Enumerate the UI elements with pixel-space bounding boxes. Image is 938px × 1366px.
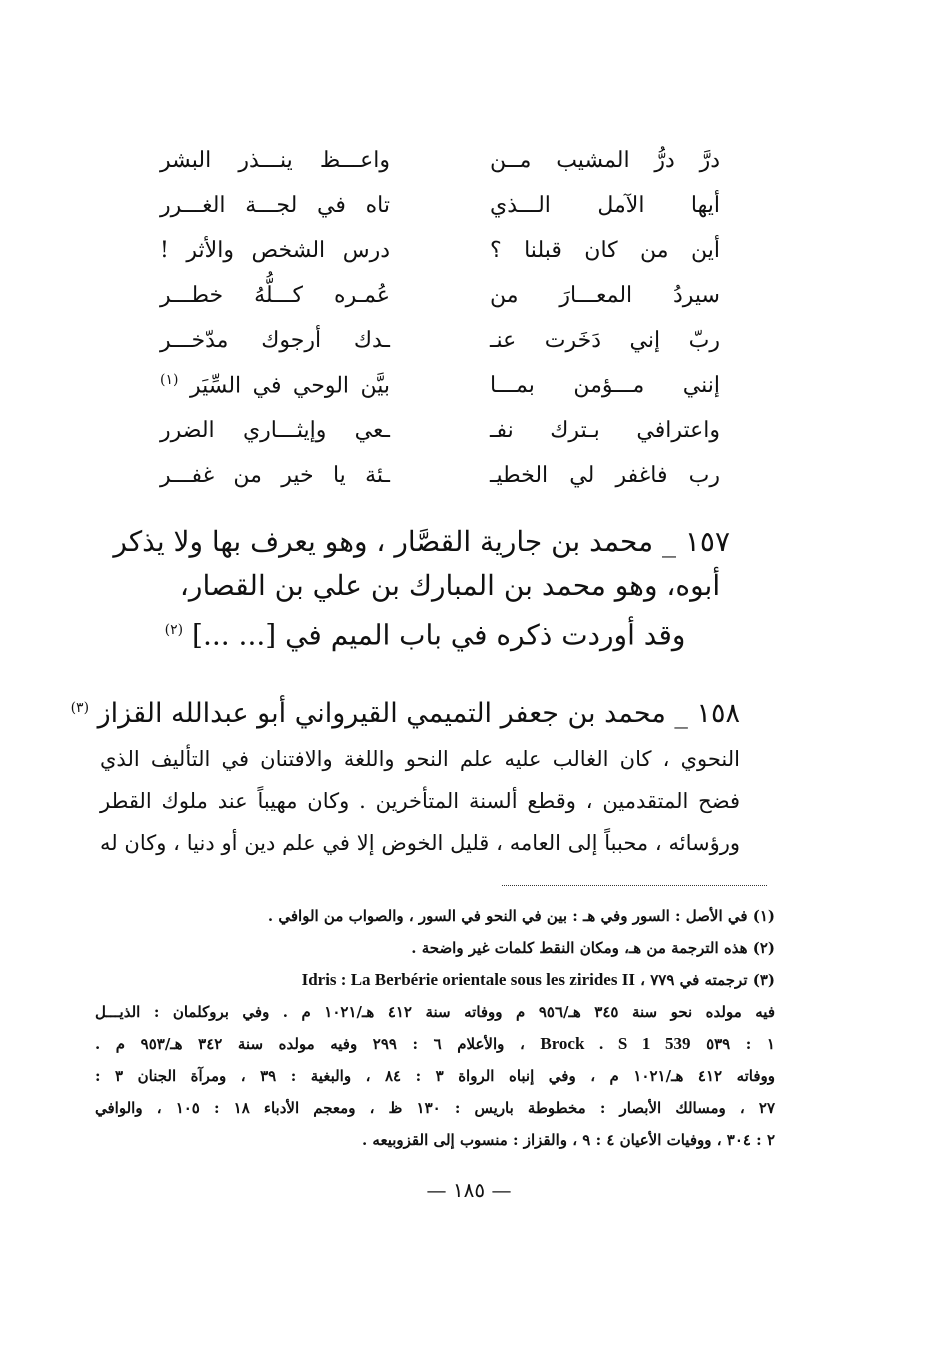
verse-row bbox=[160, 228, 720, 273]
verse-first-hemistich: واعترافي بـترك نفـ bbox=[490, 418, 720, 443]
verse-first-hemistich: درَّ درُّ المشيب مــن bbox=[490, 148, 720, 173]
footnote-3-prefix: (٣) ترجمته في ٧٧٩ ، bbox=[640, 971, 775, 989]
verse-first-hemistich: سيردُ المعـــارَ من bbox=[490, 283, 720, 308]
footnote-3 bbox=[95, 964, 775, 996]
verse-second-hemistich: ـدك أرجوك مدّخـــر bbox=[160, 328, 390, 353]
verse-second-hemistich: ـئة يا خير من غفـــر bbox=[160, 463, 390, 488]
verse-first-hemistich: أيها الآمل الـــذي bbox=[490, 193, 720, 218]
verse-second-hemistich: واعـــظ ينـــذر البشر bbox=[160, 148, 390, 173]
entry-157-heading: ١٥٧ _ محمد بن جارية القصَّار ، وهو يعرف بها ولا يذكر bbox=[113, 525, 730, 558]
verse-row bbox=[160, 453, 720, 498]
verse-second-hemistich bbox=[160, 372, 390, 398]
verse-first-hemistich: ربّ إني دَخَرت عنـ bbox=[490, 328, 720, 353]
verse-second-hemistich: ـعي وإيثـــاري الضرر bbox=[160, 418, 390, 443]
verse-first-hemistich: إنني مـــؤمن بمـــا bbox=[490, 373, 720, 398]
verse-text: بيَّن الوحي في السِّيَر bbox=[189, 373, 390, 399]
verse-row bbox=[160, 318, 720, 363]
verse-row bbox=[160, 138, 720, 183]
entry-157-line: أبوه، وهو محمد بن المبارك بن علي بن القصار، bbox=[179, 569, 721, 602]
verse-first-hemistich: رب فاغفر لي الخطيـ bbox=[490, 463, 720, 488]
footnote-3-line: ووفاته ٤١٢ هـ/١٠٢١ م ، وفي إنباه الرواة ٣ : ٨٤ ، والبغية : ٣٩ ، ومرآة الجنان ٣ : bbox=[95, 1067, 776, 1085]
entry-157-line bbox=[150, 608, 730, 657]
footnote-3-latin-ref: Idris : La Berbérie orientale sous les zirides II bbox=[301, 970, 635, 989]
entry-158-body-line: ورؤسائه ، محبباً إلى العامه ، قليل الخوض إلا في علم دين أو دنيا ، وكان له bbox=[100, 831, 740, 855]
footnote-mark: (٣) bbox=[70, 700, 90, 716]
footnote-3-line: ٢٧ ، ومسالك الأبصار : مخطوطة باريس : ١٣٠ ظ ، ومعجم الأدباء ١٨ : ١٠٥ ، والوافي bbox=[95, 1099, 776, 1117]
verse-first-hemistich: أين من كان قبلنا ؟ bbox=[490, 238, 720, 263]
footnotes bbox=[95, 900, 775, 1156]
entry-157-text: وقد أوردت ذكره في باب الميم في [... ...] bbox=[192, 618, 686, 652]
footnote-mark: (٢) bbox=[164, 622, 184, 638]
footnote-3-text: ، والأعلام ٦ : ٢٩٩ وفيه مولده سنة ٣٤٢ هـ/٩٥٣ م . bbox=[95, 1035, 525, 1053]
entry-157 bbox=[113, 520, 730, 657]
entry-158-title: ١٥٨ _ محمد بن جعفر التميمي القيرواني أبو عبدالله القزاز bbox=[97, 698, 740, 729]
footnote-divider bbox=[502, 885, 767, 886]
poem-verses bbox=[160, 138, 720, 498]
footnote-3-line bbox=[95, 1028, 775, 1060]
verse-second-hemistich: عُمـره كـــلُّهُ خطـــر bbox=[160, 283, 390, 308]
verse-second-hemistich: درس الشخص والأثر ! bbox=[160, 238, 390, 263]
footnote-3-line: ٢ : ٣٠٤ ، ووفيات الأعيان ٤ : ٩ ، والقزاز : منسوب إلى القزوبيعه . bbox=[361, 1131, 775, 1149]
footnote-3-text: ١ : ٥٣٩ bbox=[706, 1035, 775, 1053]
footnote-2: (٢) هذه الترجمة من هـ، ومكان النقط كلمات غير واضحة . bbox=[411, 939, 775, 957]
footnote-mark: (١) bbox=[160, 372, 179, 389]
footnote-3-line: فيه مولده نحو سنة ٣٤٥ هـ/٩٥٦ م ووفاته سنة ٤١٢ هـ/١٠٢١ م . وفي بروكلمان : الذيـــل bbox=[95, 1003, 775, 1021]
entry-158 bbox=[70, 684, 740, 864]
page-number: — ١٨٥ — bbox=[426, 1178, 512, 1202]
verse-row bbox=[160, 408, 720, 453]
verse-row bbox=[160, 363, 720, 408]
footnote-1: (١) في الأصل : السور وفي هـ : بين في النحو في السور ، والصواب من الوافي . bbox=[267, 907, 775, 925]
entry-158-body-line: فضح المتقدمين ، وقطع ألسنة المتأخرين . وكان مهيباً عند ملوك القطر bbox=[100, 789, 740, 813]
footnote-3-latin-ref: Brock . S 1 539 bbox=[540, 1034, 691, 1053]
entry-158-body-line: النحوي ، كان الغالب عليه علم النحو واللغة والافتنان في التأليف الذي bbox=[100, 747, 740, 771]
entry-158-heading bbox=[70, 684, 740, 738]
verse-row bbox=[160, 273, 720, 318]
verse-row bbox=[160, 183, 720, 228]
verse-second-hemistich: تاه في لجـــة الغـــرر bbox=[160, 193, 390, 218]
